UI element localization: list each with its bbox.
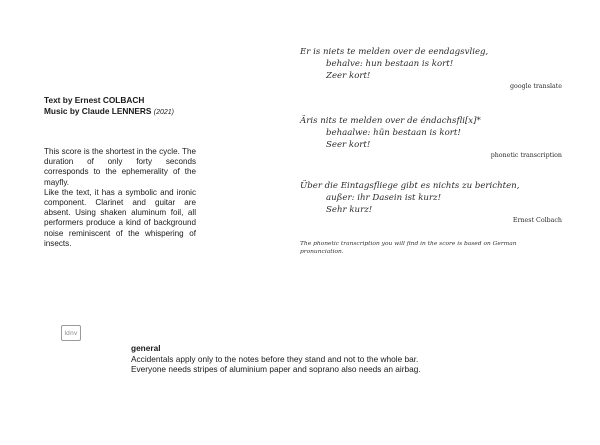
poem-german-original (300, 180, 562, 225)
poem-source: phonetic transcription (490, 152, 562, 159)
poem-phonetic-transcription (300, 115, 562, 160)
description-paragraph-2: Like the text, it has a symbolic and ironic component. Clarinet and guitar are absent. Using shaken aluminum foil, all performers produce a kind of background noise reminiscent of the whispering of insects. (44, 187, 196, 248)
poem-line: Seer kort! (326, 140, 371, 150)
composition-year: (2021) (153, 108, 174, 116)
publisher-logo: ldnv (61, 325, 81, 341)
poem-line: außer: ihr Dasein ist kurz! (326, 193, 442, 203)
composer-label: Music by Claude LENNERS (44, 105, 152, 116)
general-instructions (131, 343, 421, 375)
poem-source: Ernest Colbach (512, 217, 562, 224)
poem-line: behalve: hun bestaan is kort! (326, 59, 454, 69)
credits-block (44, 95, 174, 118)
general-instruction-line: Accidentals apply only to the notes before they stand and not to the whole bar. (131, 353, 419, 364)
text-author-line: Text by Ernest COLBACH (44, 95, 145, 105)
poem-line: behaalwe: hün bestaan is kort! (326, 128, 461, 138)
general-instruction-line: Everyone needs stripes of aluminium paper and soprano also needs an airbag. (131, 364, 421, 374)
poem-line: Er is niets te melden over de eendagsvlieg, (300, 47, 489, 57)
score-description (44, 147, 196, 249)
poem-line: Über die Eintagsfliege gibt es nichts zu berichten, (300, 181, 520, 191)
poem-dutch-translation (300, 46, 562, 91)
phonetic-note: The phonetic transcription you will find in the score is based on German pronunciation. (300, 241, 517, 255)
poem-line: Sehr kurz! (326, 205, 373, 215)
poem-line: Äris nits te melden over de éndachsfli[x]* (300, 116, 481, 126)
description-paragraph-1: This score is the shortest in the cycle. The duration of only forty seconds corresponds to the ephemerality of the mayfly. (44, 147, 196, 187)
poem-source: google translate (510, 83, 562, 90)
music-composer-line (44, 106, 174, 119)
general-heading: general (131, 343, 161, 353)
poem-line: Zeer kort! (326, 71, 371, 81)
